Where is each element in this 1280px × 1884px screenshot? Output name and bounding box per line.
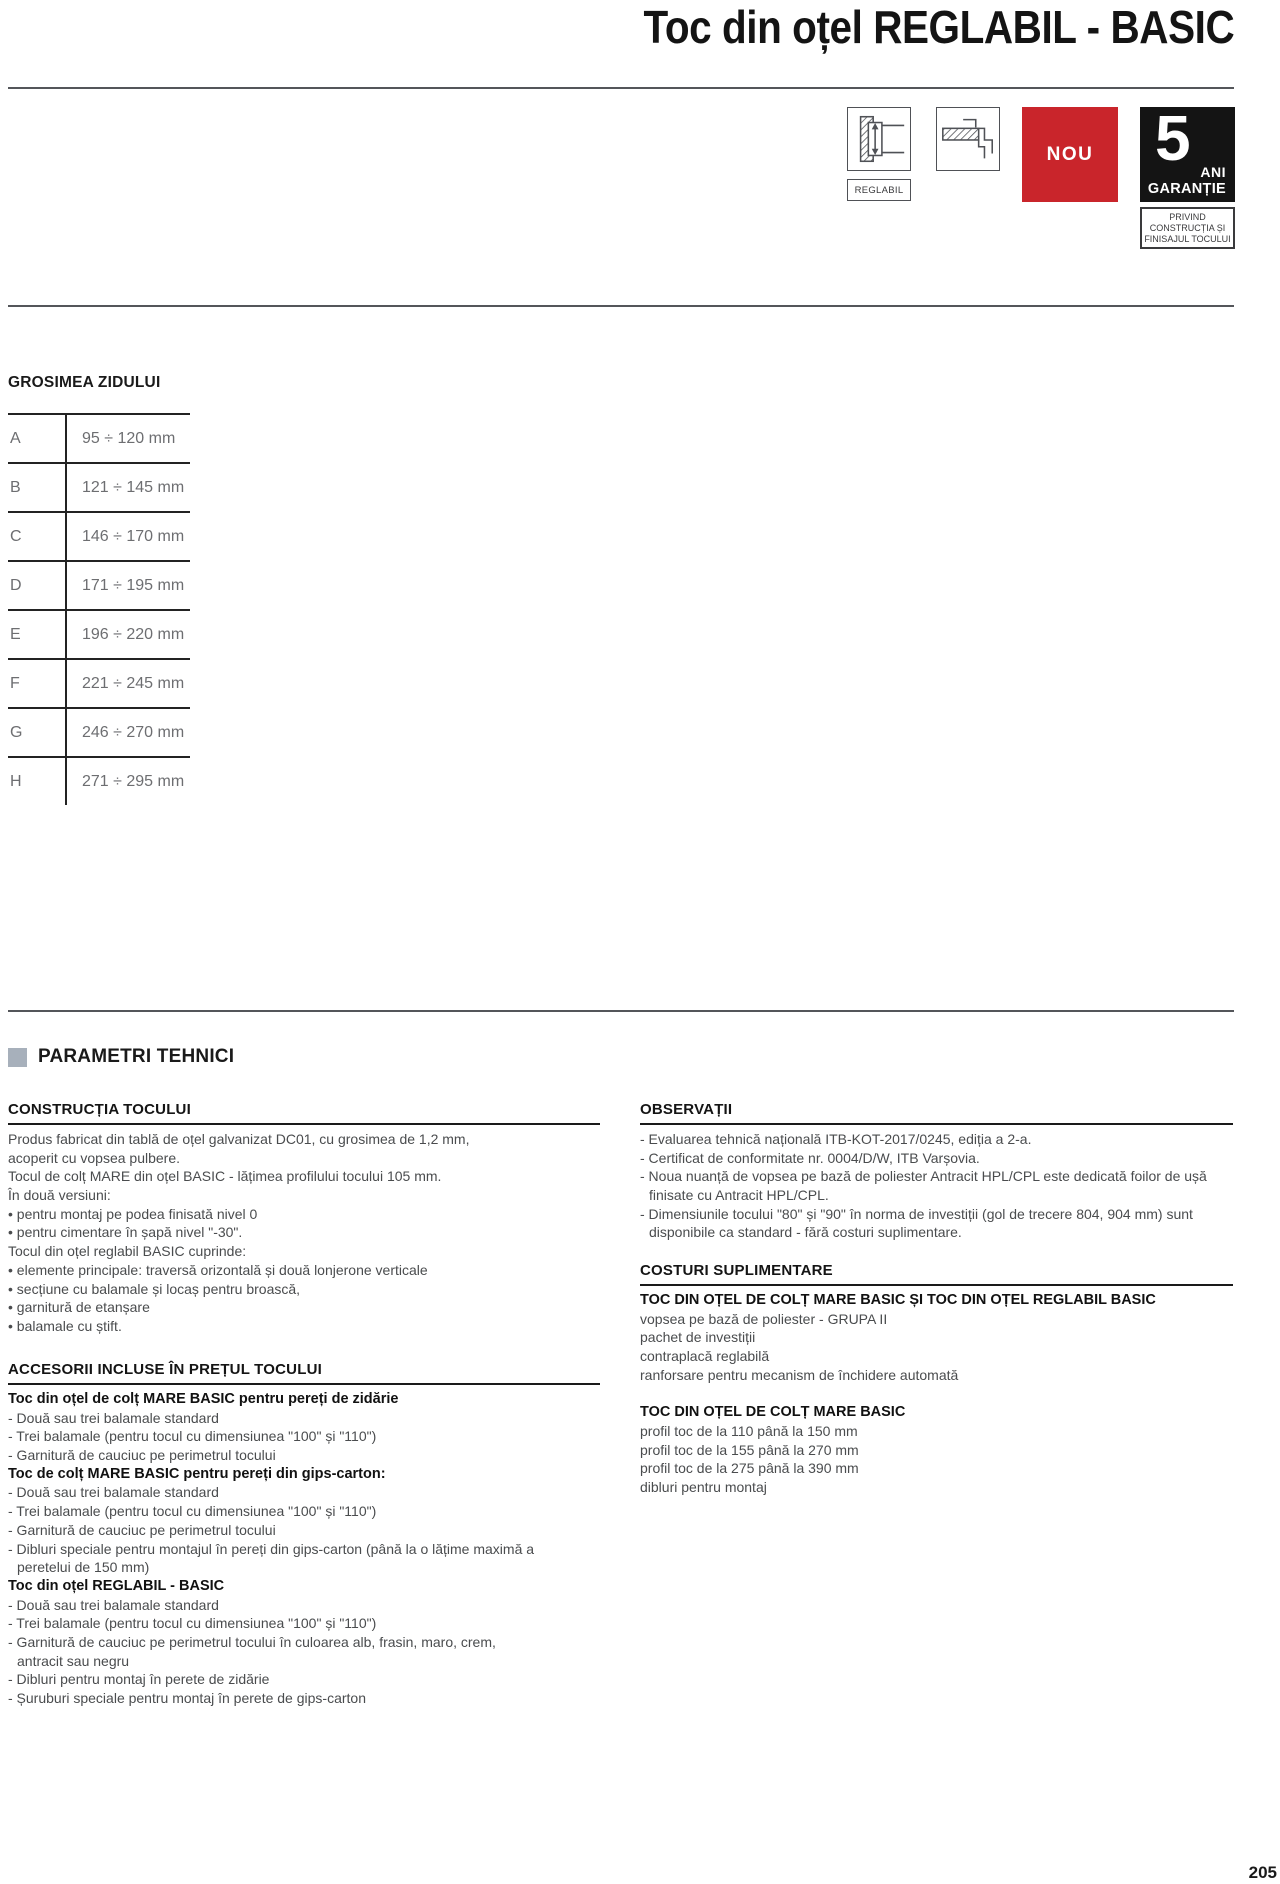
text-line: - Dibluri speciale pentru montajul în pereți din gips-carton (până la o lățime maximă a bbox=[8, 1540, 535, 1557]
text-line: - Dibluri pentru montaj în perete de zidărie bbox=[8, 1671, 270, 1688]
text-line: Tocul de colț MARE din oțel BASIC - lățimea profilului tocului 105 mm. bbox=[8, 1168, 442, 1185]
parameters-section-header bbox=[8, 1046, 234, 1068]
text-line: - Trei balamale (pentru tocul cu dimensiunea "100" și "110") bbox=[8, 1428, 377, 1445]
text-line: - Garnitură de cauciuc pe perimetrul tocului bbox=[8, 1521, 276, 1538]
text-line: Toc din oțel REGLABIL - BASIC bbox=[8, 1577, 225, 1594]
text-line: profil toc de la 110 până la 150 mm bbox=[640, 1422, 858, 1439]
table-row bbox=[8, 609, 190, 658]
table-row bbox=[8, 413, 190, 462]
text-line: - Trei balamale (pentru tocul cu dimensiunea "100" și "110") bbox=[8, 1503, 377, 1520]
text-line: - Două sau trei balamale standard bbox=[8, 1596, 219, 1613]
construction-heading: CONSTRUCȚIA TOCULUI bbox=[8, 1101, 600, 1125]
extra-costs-heading: COSTURI SUPLIMENTARE bbox=[640, 1262, 1233, 1286]
accessories-heading: ACCESORII INCLUSE ÎN PREȚUL TOCULUI bbox=[8, 1361, 600, 1385]
row-label: F bbox=[10, 674, 20, 692]
text-line: - Două sau trei balamale standard bbox=[8, 1409, 219, 1426]
section-marker-square bbox=[8, 1048, 27, 1067]
text-line: În două versiuni: bbox=[8, 1187, 111, 1204]
table-row bbox=[8, 511, 190, 560]
row-label: C bbox=[10, 527, 22, 545]
row-value: 271 ÷ 295 mm bbox=[65, 758, 190, 805]
construction-section bbox=[8, 1101, 600, 1336]
text-line: disponibile ca standard - fără costuri suplimentare. bbox=[649, 1224, 962, 1241]
row-label: E bbox=[10, 625, 21, 643]
text-line: profil toc de la 275 până la 390 mm bbox=[640, 1460, 859, 1477]
text-line: acoperit cu vopsea pulbere. bbox=[8, 1149, 180, 1166]
text-line: peretelui de 150 mm) bbox=[17, 1559, 150, 1576]
observations-lines bbox=[640, 1130, 1233, 1242]
table-row bbox=[8, 658, 190, 707]
adjustable-frame-icon bbox=[847, 107, 911, 171]
accessories-section bbox=[8, 1361, 600, 1708]
text-line: contraplacă reglabilă bbox=[640, 1348, 770, 1365]
warranty-word: GARANȚIE bbox=[1147, 181, 1226, 197]
divider-top bbox=[8, 87, 1234, 89]
text-line: profil toc de la 155 până la 270 mm bbox=[640, 1441, 859, 1458]
warranty-unit: ANI bbox=[1200, 164, 1226, 180]
text-line: • garnitură de etanșare bbox=[8, 1299, 150, 1316]
row-label: G bbox=[10, 723, 23, 741]
parameters-title: PARAMETRI TEHNICI bbox=[38, 1046, 235, 1067]
row-value: 95 ÷ 120 mm bbox=[65, 415, 190, 462]
warranty-badge bbox=[1140, 102, 1235, 202]
warranty-note-line: CONSTRUCȚIA ȘI bbox=[1149, 222, 1226, 233]
text-line: • elemente principale: traversă orizontală și două lonjerone verticale bbox=[8, 1261, 428, 1278]
row-label: D bbox=[10, 576, 22, 594]
text-line: antracit sau negru bbox=[17, 1652, 130, 1669]
table-row bbox=[8, 756, 190, 805]
row-label: H bbox=[10, 772, 22, 790]
extra-costs-section bbox=[640, 1262, 1233, 1497]
text-line: - Trei balamale (pentru tocul cu dimensiunea "100" și "110") bbox=[8, 1615, 377, 1632]
table-row bbox=[8, 462, 190, 511]
text-line: - Garnitură de cauciuc pe perimetrul tocului bbox=[8, 1447, 276, 1464]
text-line: dibluri pentru montaj bbox=[640, 1478, 767, 1495]
row-value: 121 ÷ 145 mm bbox=[65, 464, 190, 511]
page-title: Toc din oțel REGLABIL - BASIC bbox=[643, 1, 1234, 53]
adjustable-frame-icon-label: REGLABIL bbox=[847, 179, 911, 201]
text-line: - Noua nuanță de vopsea pe bază de poliester Antracit HPL/CPL este dedicată foilor de ușă bbox=[640, 1168, 1207, 1185]
text-line: Toc din oțel de colț MARE BASIC pentru pereți de zidărie bbox=[8, 1391, 399, 1407]
text-line: pachet de investiții bbox=[640, 1329, 756, 1346]
row-value: 171 ÷ 195 mm bbox=[65, 562, 190, 609]
row-value: 196 ÷ 220 mm bbox=[65, 611, 190, 658]
divider-header bbox=[8, 305, 1234, 307]
text-line: ranforsare pentru mecanism de închidere automată bbox=[640, 1366, 959, 1383]
text-line: • secțiune cu balamale și locaș pentru broască, bbox=[8, 1280, 301, 1297]
text-line: - Dimensiunile tocului "80" și "90" în norma de investiții (gol de trecere 804, 904 mm) sunt bbox=[640, 1205, 1193, 1222]
text-line: - Certificat de conformitate nr. 0004/D/W, ITB Varșovia. bbox=[640, 1149, 980, 1166]
observations-section bbox=[640, 1101, 1233, 1242]
warranty-note-line: PRIVIND bbox=[1169, 211, 1206, 222]
table-row bbox=[8, 560, 190, 609]
text-line: - Două sau trei balamale standard bbox=[8, 1484, 219, 1501]
row-value: 246 ÷ 270 mm bbox=[65, 709, 190, 756]
nou-badge: NOU bbox=[1022, 107, 1118, 202]
text-line: Tocul din oțel reglabil BASIC cuprinde: bbox=[8, 1243, 247, 1260]
warranty-note-line: FINISAJUL TOCULUI bbox=[1144, 233, 1231, 244]
text-line: vopsea pe bază de poliester - GRUPA II bbox=[640, 1310, 888, 1327]
wall-thickness-title: GROSIMEA ZIDULUI bbox=[8, 374, 161, 391]
warranty-years: 5 bbox=[1155, 102, 1191, 174]
text-line: finisate cu Antracit HPL/CPL. bbox=[649, 1187, 829, 1204]
floor-profile-icon bbox=[936, 107, 1000, 171]
table-row bbox=[8, 707, 190, 756]
wall-thickness-table bbox=[8, 413, 190, 805]
row-value: 146 ÷ 170 mm bbox=[65, 513, 190, 560]
text-line: Produs fabricat din tablă de oțel galvanizat DC01, cu grosimea de 1,2 mm, bbox=[8, 1131, 470, 1147]
extra-costs-lines bbox=[640, 1291, 1233, 1497]
text-line: TOC DIN OȚEL DE COLȚ MARE BASIC ȘI TOC DIN OȚEL REGLABIL BASIC bbox=[640, 1292, 1156, 1308]
text-line: • pentru cimentare în șapă nivel "-30". bbox=[8, 1224, 243, 1241]
text-line bbox=[640, 1384, 1233, 1403]
row-label: B bbox=[10, 478, 21, 496]
construction-lines bbox=[8, 1130, 600, 1336]
wall-thickness-section bbox=[8, 374, 190, 805]
divider-parameters bbox=[8, 1010, 1234, 1012]
text-line: • pentru montaj pe podea finisată nivel 0 bbox=[8, 1205, 258, 1222]
observations-heading: OBSERVAȚII bbox=[640, 1101, 1233, 1125]
row-label: A bbox=[10, 429, 21, 447]
accessories-lines bbox=[8, 1390, 600, 1708]
text-line: TOC DIN OȚEL DE COLȚ MARE BASIC bbox=[640, 1404, 906, 1421]
text-line: - Garnitură de cauciuc pe perimetrul tocului în culoarea alb, frasin, maro, crem, bbox=[8, 1633, 496, 1650]
page-number: 205 bbox=[1248, 1863, 1277, 1882]
text-line: - Evaluarea tehnică națională ITB-KOT-2017/0245, ediția a 2-a. bbox=[640, 1131, 1032, 1147]
row-value: 221 ÷ 245 mm bbox=[65, 660, 190, 707]
text-line: Toc de colț MARE BASIC pentru pereți din gips-carton: bbox=[8, 1465, 386, 1482]
text-line: • balamale cu știft. bbox=[8, 1317, 122, 1334]
text-line: - Șuruburi speciale pentru montaj în perete de gips-carton bbox=[8, 1690, 366, 1706]
warranty-note bbox=[1140, 207, 1235, 249]
